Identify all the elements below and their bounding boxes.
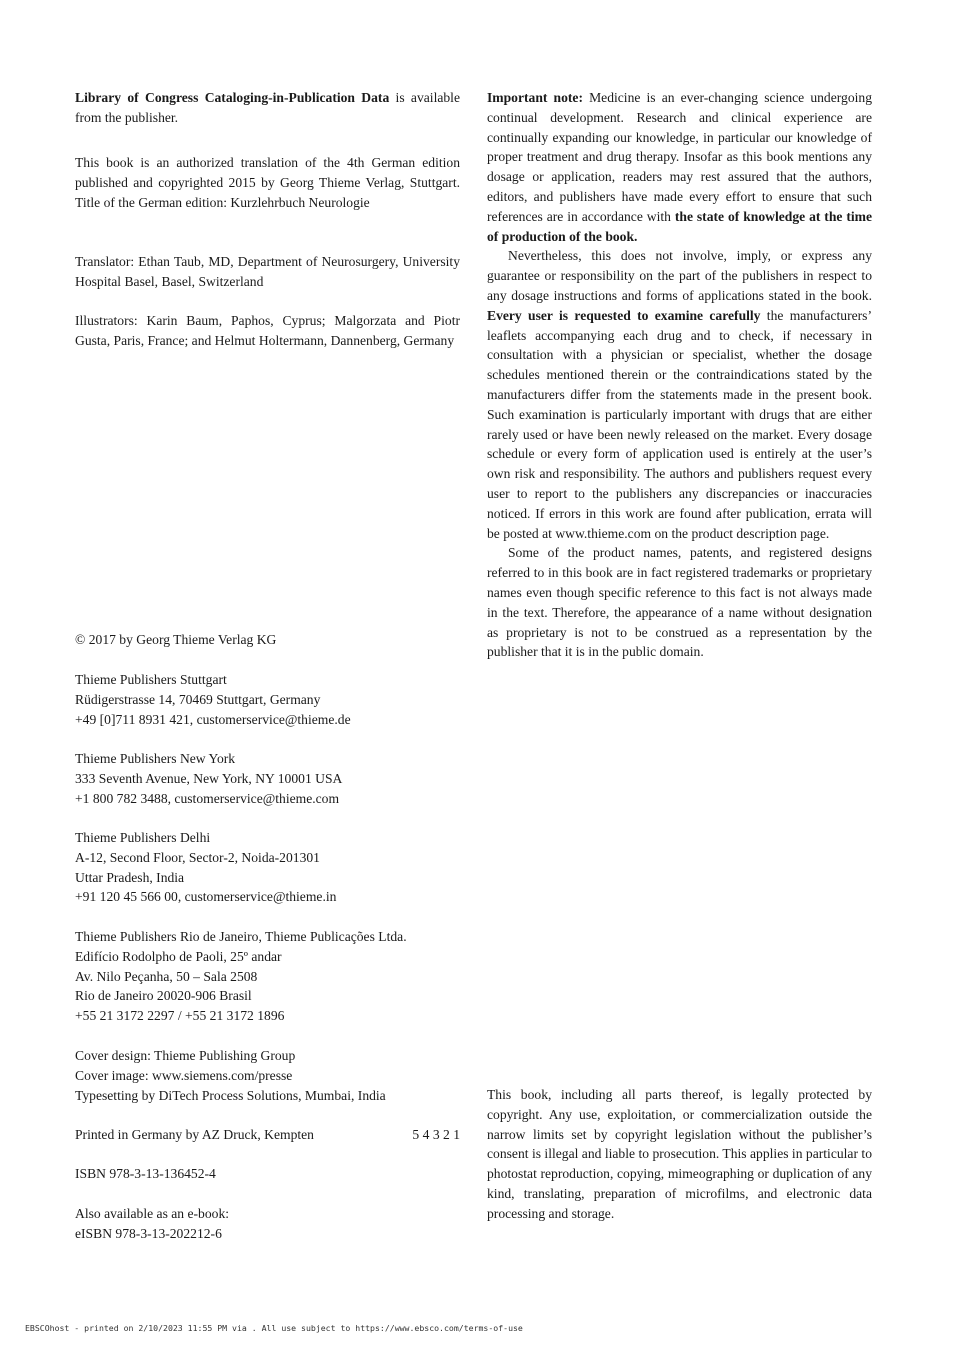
address-line: 333 Seventh Avenue, New York, NY 10001 USA [75,770,343,786]
printed-text: Printed in Germany by AZ Druck, Kempten [75,1127,314,1142]
printing-numbers: 5 4 3 2 1 [412,1127,460,1142]
ebook-isbn: eISBN 978-3-13-202212-6 [75,1225,222,1241]
ebsco-footer: EBSCOhost - printed on 2/10/2023 11:55 PM via . All use subject to https://www.ebsco.com/terms-of-use [25,1323,523,1333]
address-line: +49 [0]711 8931 421, customerservice@thieme.de [75,711,351,727]
address-line: +1 800 782 3488, customerservice@thieme.com [75,790,340,806]
address-delhi [75,828,460,907]
copyright-line: © 2017 by Georg Thieme Verlag KG [75,632,277,647]
note-text: Nevertheless, this does not involve, imply, or express any guarantee or responsibility on the part of the publishers in respect to any dosage instructions and forms of applications stated in the book. [487,248,872,303]
translator-credit: Translator: Ethan Taub, MD, Department of Neurosurgery, University Hospital Basel, Basel, Switzerland [75,254,460,289]
cip-paragraph [75,88,460,128]
illustrators-credit: Illustrators: Karin Baum, Paphos, Cyprus; Malgorzata and Piotr Gusta, Paris, France; and Helmut Holtermann, Dannenberg, Germany [75,313,460,348]
address-new-york [75,749,460,808]
credit-line: Cover image: www.siemens.com/presse [75,1067,293,1083]
note-emphasis: Every user is requested to examine carefully [487,307,761,323]
note-paragraph-2 [487,246,872,543]
credit-line: Cover design: Thieme Publishing Group [75,1048,296,1063]
ebook-info [75,1204,460,1244]
note-emphasis: the state of knowledge at the time of production of the book. [487,208,872,244]
address-rio [75,927,460,1026]
production-credits [75,1046,460,1105]
address-line: Thieme Publishers New York [75,751,236,766]
address-line: Thieme Publishers Rio de Janeiro, Thieme Publicações Ltda. [75,929,407,944]
address-line: +91 120 45 566 00, customerservice@thieme.in [75,889,337,905]
note-text: Medicine is an ever-changing science undergoing continual development. Research and clinical experience are continually expanding our knowledge, in particular our knowledge of proper treatment and drug therapy. Insofar as this book mentions any dosage or application, readers may rest assured that the authors, editors, and publishers have made every effort to ensure that such references are in accordance with [487,90,872,224]
address-line: Rio de Janeiro 20020-906 Brasil [75,988,252,1004]
translation-note: This book is an authorized translation of the 4th German edition published and copyrighted 2015 by Georg Thieme Verlag, Stuttgart. Title of the German edition: Kurzlehrbuch Neurologie [75,155,460,210]
legal-notice: This book, including all parts thereof, is legally protected by copyright. Any use, exploitation, or commercialization outside the narrow limits set by copyright legislation without the publisher’s consent is illegal and liable to prosecution. This applies in particular to photostat reproduction, copying, mimeographing or duplication of any kind, translating, preparation of microfilms, and electronic data processing and storage. [487,1087,872,1221]
address-line: Thieme Publishers Stuttgart [75,672,227,687]
address-line: Thieme Publishers Delhi [75,830,211,845]
printed-line [75,1125,460,1145]
credit-line: Typesetting by DiTech Process Solutions, Mumbai, India [75,1087,386,1103]
address-line: Uttar Pradesh, India [75,869,185,885]
address-line: Av. Nilo Peçanha, 50 – Sala 2508 [75,968,258,984]
isbn-line: ISBN 978-3-13-136452-4 [75,1166,216,1181]
important-note [487,88,872,662]
address-line: Edifício Rodolpho de Paoli, 25º andar [75,948,282,964]
ebook-line: Also available as an e-book: [75,1206,230,1221]
cip-bold: Library of Congress Cataloging-in-Publication Data [75,90,390,105]
cip-rest: is available from the publisher. [75,90,460,125]
address-line: +55 21 3172 2297 / +55 21 3172 1896 [75,1008,285,1024]
note-paragraph-3: Some of the product names, patents, and registered designs referred to in this book are in fact registered trademarks or proprietary names even though specific reference to this fact is not always made in the text. Therefore, the appearance of a name without designation as proprietary is not to be construed as a representation by the publisher that it is in the public domain. [487,545,872,660]
address-stuttgart [75,670,460,729]
address-line: A-12, Second Floor, Sector-2, Noida-201301 [75,849,320,865]
note-paragraph-1 [487,88,872,246]
note-label: Important note: [487,90,583,105]
note-text: the manufacturers’ leaflets accompanying each drug and to check, if necessary in consultation with a physician or specialist, whether the dosage schedules mentioned therein or the contraindications stated by the manufacturers differ from the statements made in the present book. Such examination is particularly important with drugs that are either rarely used or have been newly released on the market. Every dosage schedule or every form of application used is entirely at the user’s own risk and responsibility. The authors and publishers request every user to report to the publishers any discrepancies or inaccuracies noticed. If errors in this work are found after publication, errata will be posted at www.thieme.com on the product description page. [487,307,872,541]
address-line: Rüdigerstrasse 14, 70469 Stuttgart, Germany [75,691,321,707]
